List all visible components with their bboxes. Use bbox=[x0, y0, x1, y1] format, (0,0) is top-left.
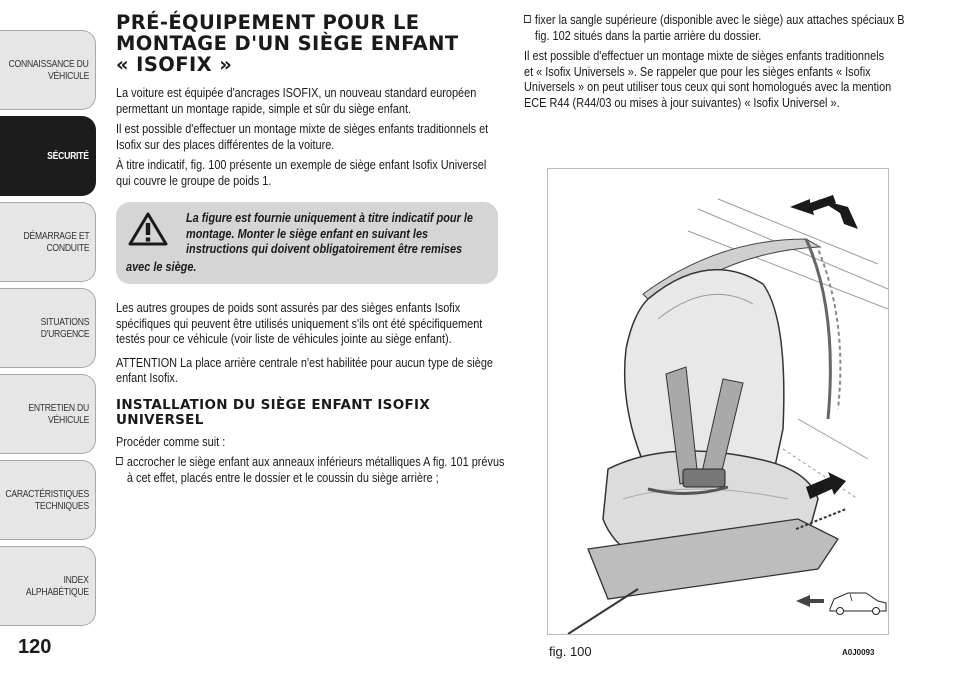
paragraph: Les autres groupes de poids sont assurés par des sièges enfants Isofix spécifiques qui peuvent être utilisés uniquement s'ils ont été spécifiquement testés pour ce véhicule (voir liste de véhicules jointe au siège enfant). bbox=[116, 300, 483, 346]
car-icon bbox=[796, 593, 886, 615]
tab-caracteristiques-techniques[interactable] bbox=[0, 460, 96, 540]
paragraph: ATTENTION La place arrière centrale n'est habilitée pour aucun type de siège enfant Isofix. bbox=[116, 354, 494, 385]
checkbox-bullet-icon bbox=[524, 15, 531, 23]
warning-text-end: avec le siège. bbox=[126, 259, 197, 274]
tab-label: TECHNIQUES bbox=[35, 500, 89, 512]
paragraph: La voiture est équipée d'ancrages ISOFIX, un nouveau standard européen permettant un montage rapide, simple et sûr du siège enfant. bbox=[116, 85, 477, 116]
title-line: MONTAGE D'UN SIÈGE ENFANT bbox=[116, 32, 459, 55]
tab-index-alphabetique[interactable] bbox=[0, 546, 96, 626]
tab-label: CONDUITE bbox=[46, 242, 89, 254]
paragraph: Procéder comme suit : bbox=[116, 433, 226, 449]
tab-entretien-du-vehicule[interactable] bbox=[0, 374, 96, 454]
title-line: PRÉ-ÉQUIPEMENT POUR LE bbox=[116, 11, 420, 34]
child-seat-illustration bbox=[548, 169, 888, 634]
tab-label: ALPHABÉTIQUE bbox=[25, 586, 89, 598]
right-column bbox=[524, 12, 905, 115]
paragraph: À titre indicatif, fig. 100 présente un exemple de siège enfant Isofix Universel qui couvre le groupe de poids 1. bbox=[116, 157, 487, 188]
tab-label: CARACTÉRISTIQUES bbox=[5, 488, 89, 500]
warning-text: La figure est fournie uniquement à titre indicatif pour le montage. Monter le siège enfant en suivant les instructions qui doivent obligatoirement être remises bbox=[186, 210, 473, 256]
arrow-icon bbox=[790, 195, 858, 229]
list-item bbox=[524, 12, 905, 43]
tab-situations-d-urgence[interactable] bbox=[0, 288, 96, 368]
warning-icon bbox=[128, 212, 168, 246]
tab-label: DÉMARRAGE ET bbox=[23, 230, 89, 242]
left-column bbox=[116, 11, 505, 490]
warning-box bbox=[116, 202, 498, 284]
subtitle-line: INSTALLATION DU SIÈGE ENFANT ISOFIX bbox=[116, 396, 431, 413]
figure-code: A0J0093 bbox=[842, 648, 875, 657]
title-line: « ISOFIX » bbox=[116, 53, 233, 76]
tab-label: VÉHICULE bbox=[47, 70, 89, 82]
paragraph: Il est possible d'effectuer un montage mixte de sièges enfants traditionnels et « Isofix Universels ». Se rappeler que pour les sièges enfants « Isofix Universels » on peut utiliser tous ceux qui sont homologués avec la mention ECE R44 (R44/03 ou mises à jour suivantes) « Isofix Universel ». bbox=[524, 48, 892, 110]
paragraph: Il est possible d'effectuer un montage mixte de sièges enfants traditionnels et Isofix sur des places différentes de la voiture. bbox=[116, 121, 489, 152]
tab-label: D'URGENCE bbox=[40, 328, 89, 340]
list-item bbox=[116, 454, 513, 485]
checkbox-bullet-icon bbox=[116, 457, 123, 465]
tab-demarrage-et-conduite[interactable] bbox=[0, 202, 96, 282]
tab-label: VÉHICULE bbox=[47, 414, 89, 426]
tab-connaissance-du-vehicule[interactable] bbox=[0, 30, 96, 110]
figure-100 bbox=[547, 168, 889, 635]
tab-label: ENTRETIEN DU bbox=[28, 402, 89, 414]
list-item-text: fixer la sangle supérieure (disponible avec le siège) aux attaches spéciaux B fig. 102 situés dans la partie arrière du dossier. bbox=[534, 12, 905, 43]
page-number: 120 bbox=[18, 636, 52, 658]
section-title bbox=[116, 12, 502, 75]
arrow-icon bbox=[806, 472, 846, 499]
subsection-title bbox=[116, 398, 502, 428]
figure-caption: fig. 100 bbox=[549, 644, 592, 659]
tab-securite[interactable] bbox=[0, 116, 96, 196]
list-item-text: accrocher le siège enfant aux anneaux inférieurs métalliques A fig. 101 prévus à cet effet, placés entre le dossier et le coussin du siège arrière ; bbox=[126, 454, 505, 485]
chapter-tabs bbox=[0, 0, 100, 630]
tab-label: CONNAISSANCE DU bbox=[8, 58, 89, 70]
tab-label: SITUATIONS bbox=[40, 316, 89, 328]
tab-label: SÉCURITÉ bbox=[47, 150, 89, 162]
subtitle-line: UNIVERSEL bbox=[116, 411, 204, 428]
tab-label: INDEX bbox=[63, 574, 89, 586]
